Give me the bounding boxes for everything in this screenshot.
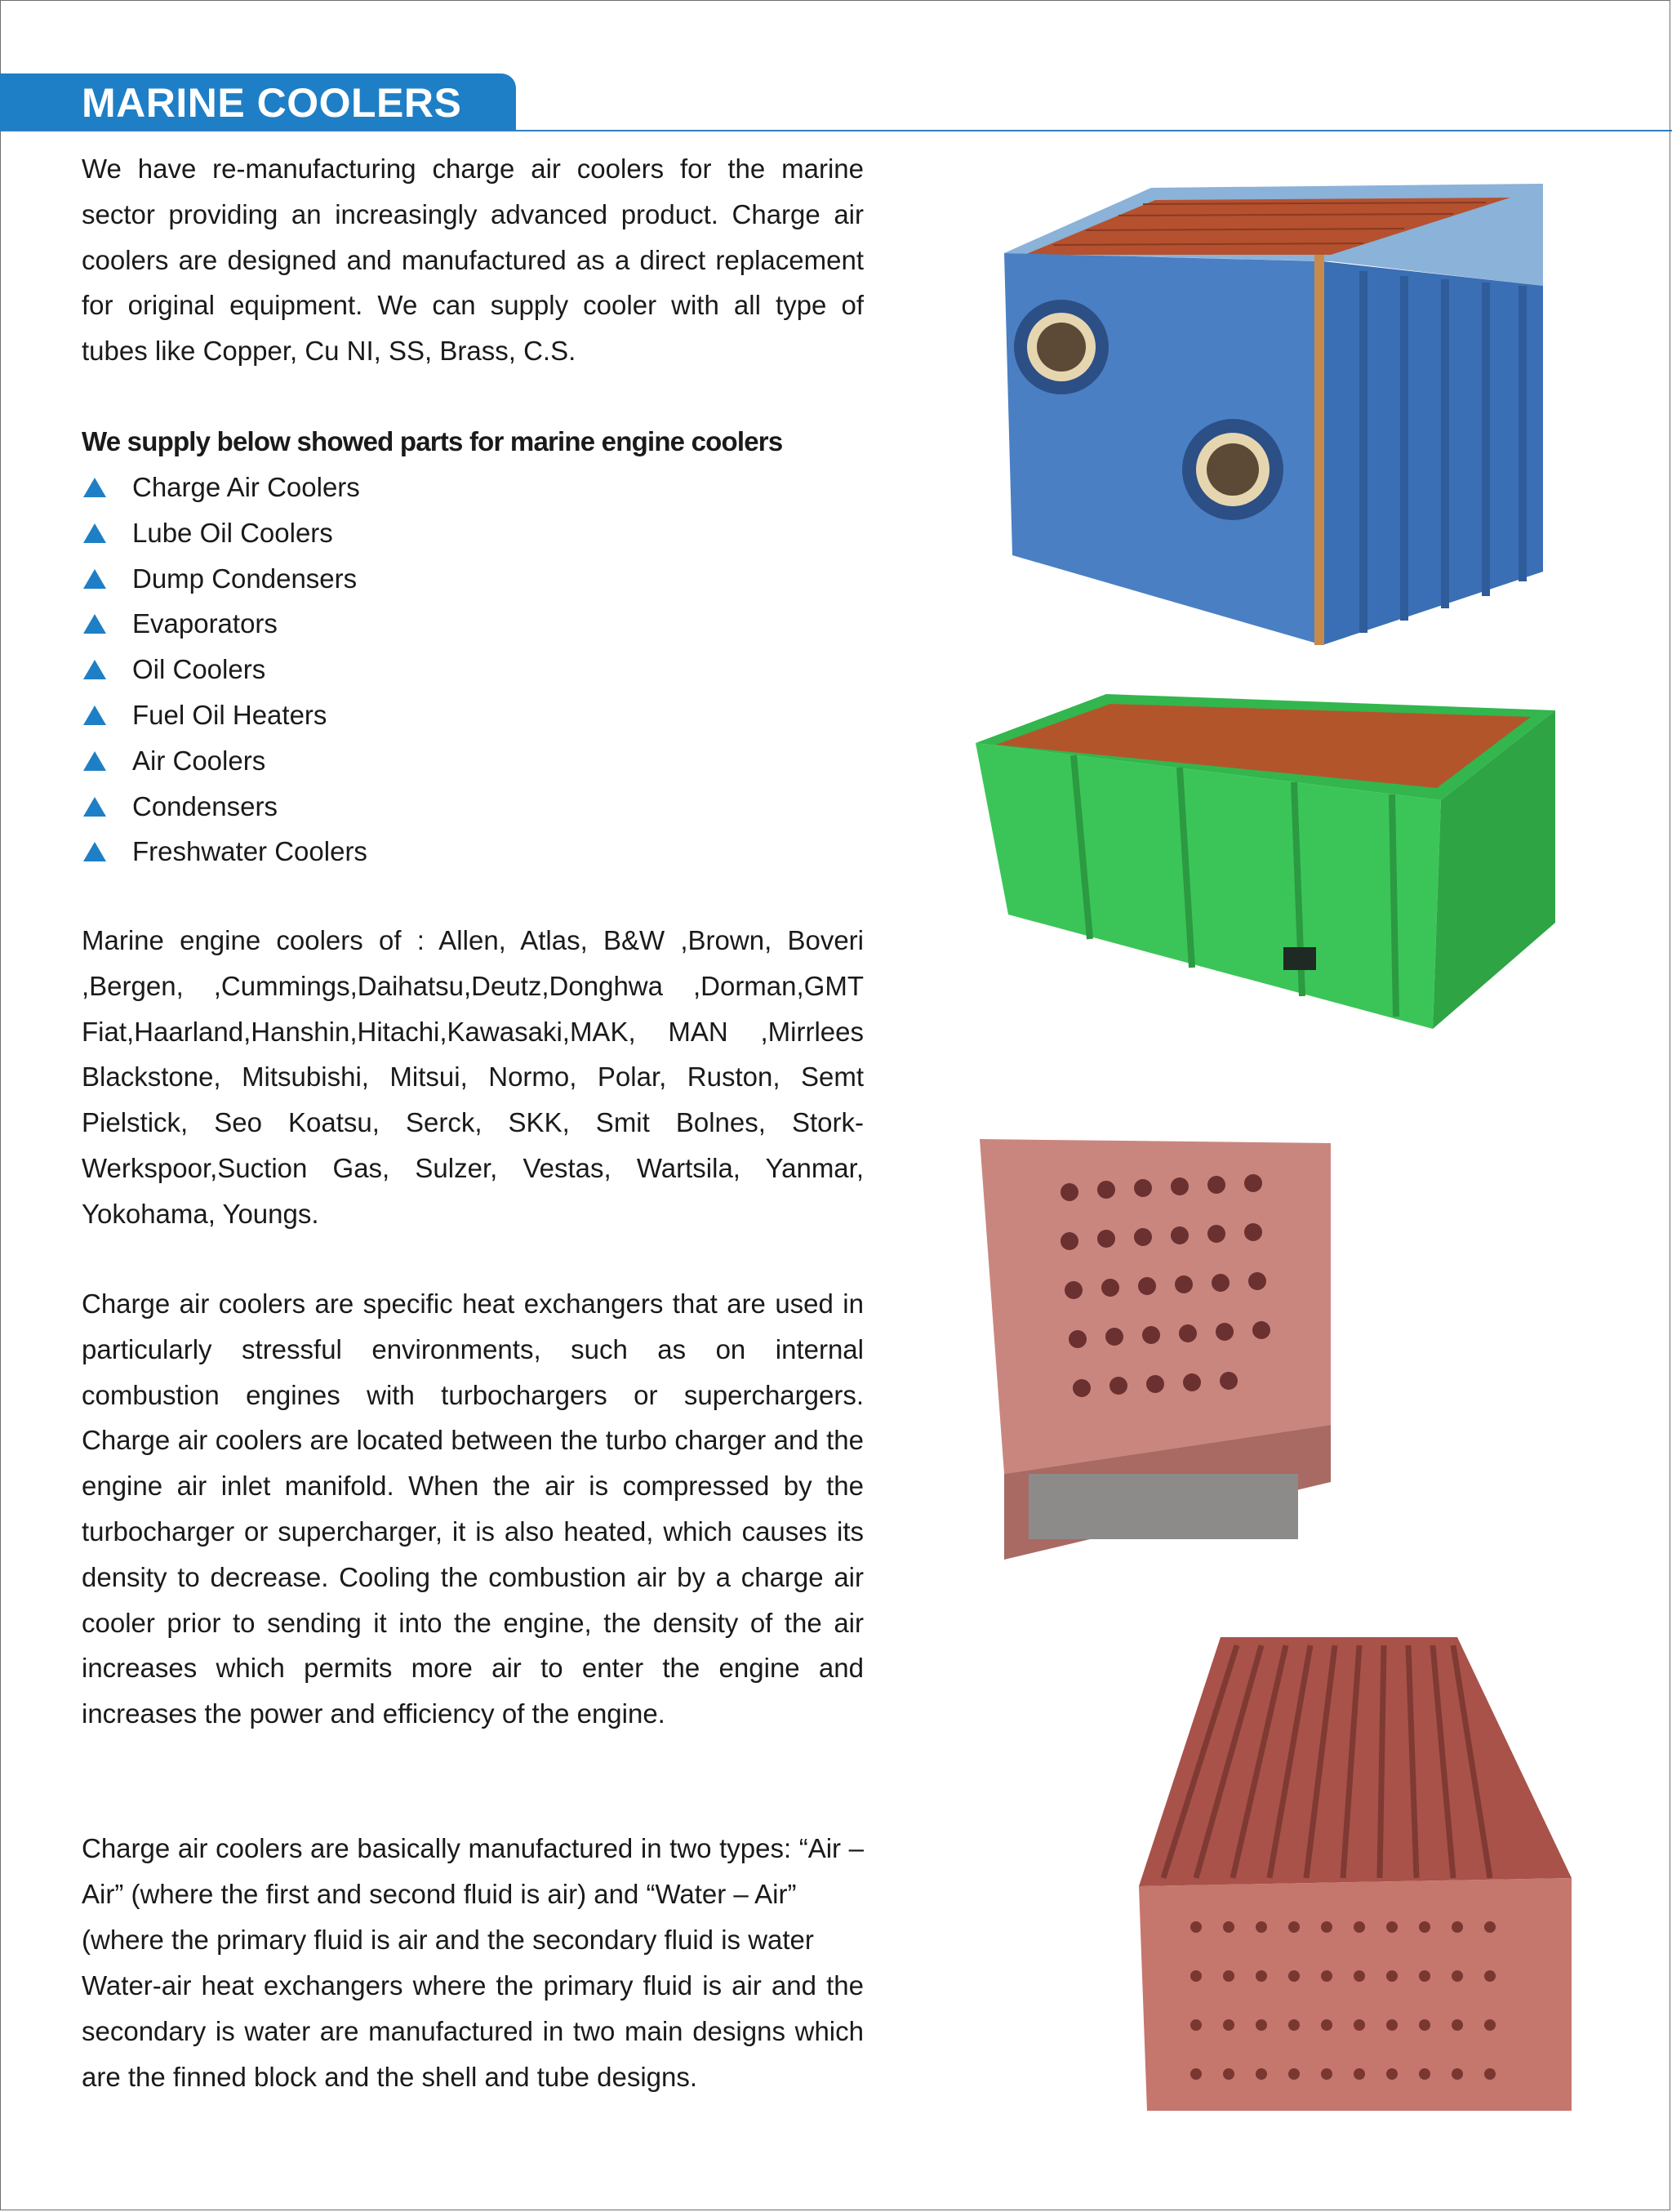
- triangle-bullet-icon: [83, 660, 106, 679]
- types-paragraph-3: Water-air heat exchangers where the primary fluid is air and the secondary is water are manufactured in two main designs which are the finned block and the shell and tube designs.: [82, 1970, 864, 2092]
- parts-heading: We supply below showed parts for marine engine coolers: [82, 426, 783, 456]
- page-title: MARINE COOLERS: [82, 80, 462, 126]
- triangle-bullet-icon: [83, 614, 106, 634]
- types-paragraph-1: Charge air coolers are basically manufactured in two types: “Air – Air” (where the first and second fluid is air) and “Water – Air”: [82, 1833, 864, 1909]
- intro-paragraph: We have re-manufacturing charge air coolers for the marine sector providing an increasingly advanced product. Charge air coolers are designed and manufactured as a direct replacement for original equipment. We can supply cooler with all type of tubes like Copper, Cu NI, SS, Brass, C.S.: [82, 154, 864, 367]
- engine-makers-paragraph: Marine engine coolers of : Allen, Atlas, B&W ,Brown, Boveri ,Bergen, ,Cummings,Daihatsu,Deutz,Donghwa ,Dorman,GMT Fiat,Haarland,Hanshin,Hitachi,Kawasaki,MAK, MAN ,Mirrlees Blackstone, Mitsubishi, Mitsui, Normo, Polar, Ruston, Semt Pielstick, Seo Koatsu, Serck, SKK, Smit Bolnes, Stork-Werkspoor,Suction Gas, Sulzer, Vestas, Wartsila, Yanmar, Yokohama, Youngs.: [82, 925, 864, 1229]
- triangle-bullet-icon: [83, 751, 106, 771]
- header-rule: [0, 130, 1672, 131]
- list-item: Dump Condensers: [82, 556, 864, 602]
- tube-plate-photo: [955, 1131, 1339, 1564]
- list-item: Evaporators: [82, 601, 864, 647]
- triangle-bullet-icon: [83, 797, 106, 817]
- tube-bundle-photo: [1131, 1633, 1572, 2119]
- description-paragraph: Charge air coolers are specific heat exchangers that are used in particularly stressful environments, such as on internal combustion engines with turbochargers or superchargers. Charge air coolers are located between the turbo charger and the engine air inlet manifold. When the air is compressed by the turbocharger or supercharger, it is also heated, which causes its density to decrease. Cooling the combustion air by a charge air cooler prior to sending it into the engine, the density of the air increases which permits more air to enter the engine and increases the power and efficiency of the engine.: [82, 1288, 864, 1729]
- blue-charge-air-cooler-photo: [980, 163, 1551, 653]
- triangle-bullet-icon: [83, 842, 106, 861]
- parts-list: [82, 465, 864, 875]
- triangle-bullet-icon: [83, 478, 106, 497]
- green-cooler-photo: [967, 678, 1563, 1045]
- list-item: Oil Coolers: [82, 647, 864, 692]
- list-item: Condensers: [82, 784, 864, 830]
- triangle-bullet-icon: [83, 523, 106, 543]
- triangle-bullet-icon: [83, 705, 106, 725]
- list-item: Fuel Oil Heaters: [82, 692, 864, 738]
- list-item: Charge Air Coolers: [82, 465, 864, 510]
- types-paragraph-2: (where the primary fluid is air and the secondary fluid is water: [82, 1925, 814, 1955]
- list-item: Freshwater Coolers: [82, 829, 864, 875]
- list-item: Lube Oil Coolers: [82, 510, 864, 556]
- list-item: Air Coolers: [82, 738, 864, 784]
- triangle-bullet-icon: [83, 569, 106, 589]
